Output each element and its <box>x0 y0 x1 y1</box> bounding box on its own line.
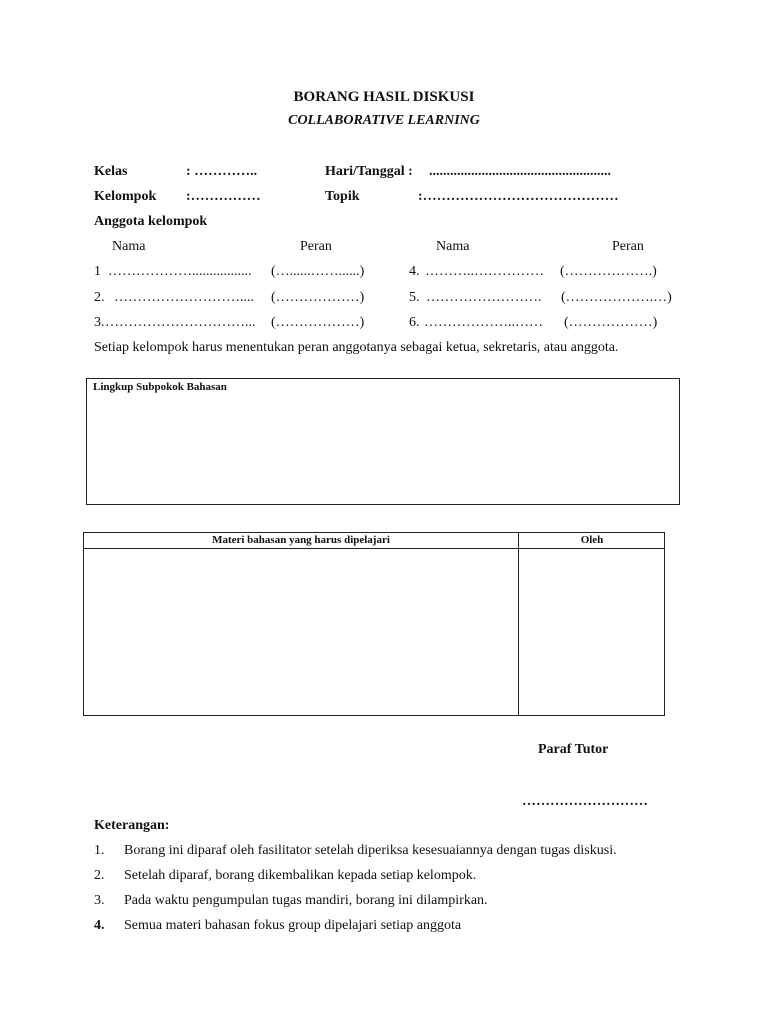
member-num: 6. <box>409 315 420 330</box>
role-note: Setiap kelompok harus menentukan peran anggotanya sebagai ketua, sekretaris, atau anggota. <box>94 340 619 355</box>
member-num: 1 <box>94 264 101 279</box>
member-name: ……………………. <box>426 290 542 305</box>
member-role: (…......……......) <box>271 264 365 279</box>
kelas-label: Kelas <box>94 164 128 179</box>
col-peran-left: Peran <box>300 239 332 254</box>
note-text: Semua materi bahasan fokus group dipelajari setiap anggota <box>124 918 462 933</box>
table-divider <box>518 533 519 715</box>
note-num: 1. <box>94 843 105 858</box>
hari-label: Hari/Tanggal : <box>325 164 413 179</box>
member-num: 2. <box>94 290 105 305</box>
member-name: …………………………... <box>105 315 256 330</box>
signature-line: ……………………… <box>522 794 648 809</box>
member-num: 4. <box>409 264 420 279</box>
topik-label: Topik <box>325 189 360 204</box>
member-name: ………..…………… <box>425 264 544 279</box>
topik-value: :…………………………………… <box>418 189 619 204</box>
notes-heading: Keterangan: <box>94 818 170 833</box>
note-text: Pada waktu pengumpulan tugas mandiri, borang ini dilampirkan. <box>124 893 488 908</box>
member-name: ……………………….... <box>114 290 254 305</box>
member-num: 5. <box>409 290 420 305</box>
note-num: 2. <box>94 868 105 883</box>
member-role: (………………) <box>271 290 365 305</box>
note-num: 3. <box>94 893 105 908</box>
col-nama-left: Nama <box>112 239 146 254</box>
hari-value: .................................................... <box>429 164 611 179</box>
members-heading: Anggota kelompok <box>94 214 208 229</box>
material-table <box>83 532 665 716</box>
member-name: ………………................. <box>108 264 252 279</box>
col-peran-right: Peran <box>612 239 644 254</box>
signature-label: Paraf Tutor <box>538 742 609 757</box>
member-name: ………………..…… <box>424 315 543 330</box>
table-header-materi: Materi bahasan yang harus dipelajari <box>212 534 390 546</box>
note-text: Borang ini diparaf oleh fasilitator setelah diperiksa kesesuaiannya dengan tugas diskusi. <box>124 843 617 858</box>
member-role: (……………….…) <box>561 290 672 305</box>
kelompok-label: Kelompok <box>94 189 157 204</box>
table-header-oleh: Oleh <box>580 534 604 546</box>
kelas-value: : ………….. <box>186 164 258 179</box>
member-num: 3. <box>94 315 105 330</box>
scope-box-label: Lingkup Subpokok Bahasan <box>93 381 227 393</box>
col-nama-right: Nama <box>436 239 470 254</box>
member-role: (………………) <box>271 315 365 330</box>
form-title: BORANG HASIL DISKUSI <box>293 89 475 105</box>
note-num: 4. <box>94 918 105 933</box>
form-subtitle: COLLABORATIVE LEARNING <box>288 113 480 128</box>
note-text: Setelah diparaf, borang dikembalikan kepada setiap kelompok. <box>124 868 477 883</box>
member-role: (……………….) <box>560 264 657 279</box>
member-role: (………………) <box>564 315 658 330</box>
scope-box[interactable] <box>86 378 680 505</box>
kelompok-value: :…………… <box>186 189 261 204</box>
